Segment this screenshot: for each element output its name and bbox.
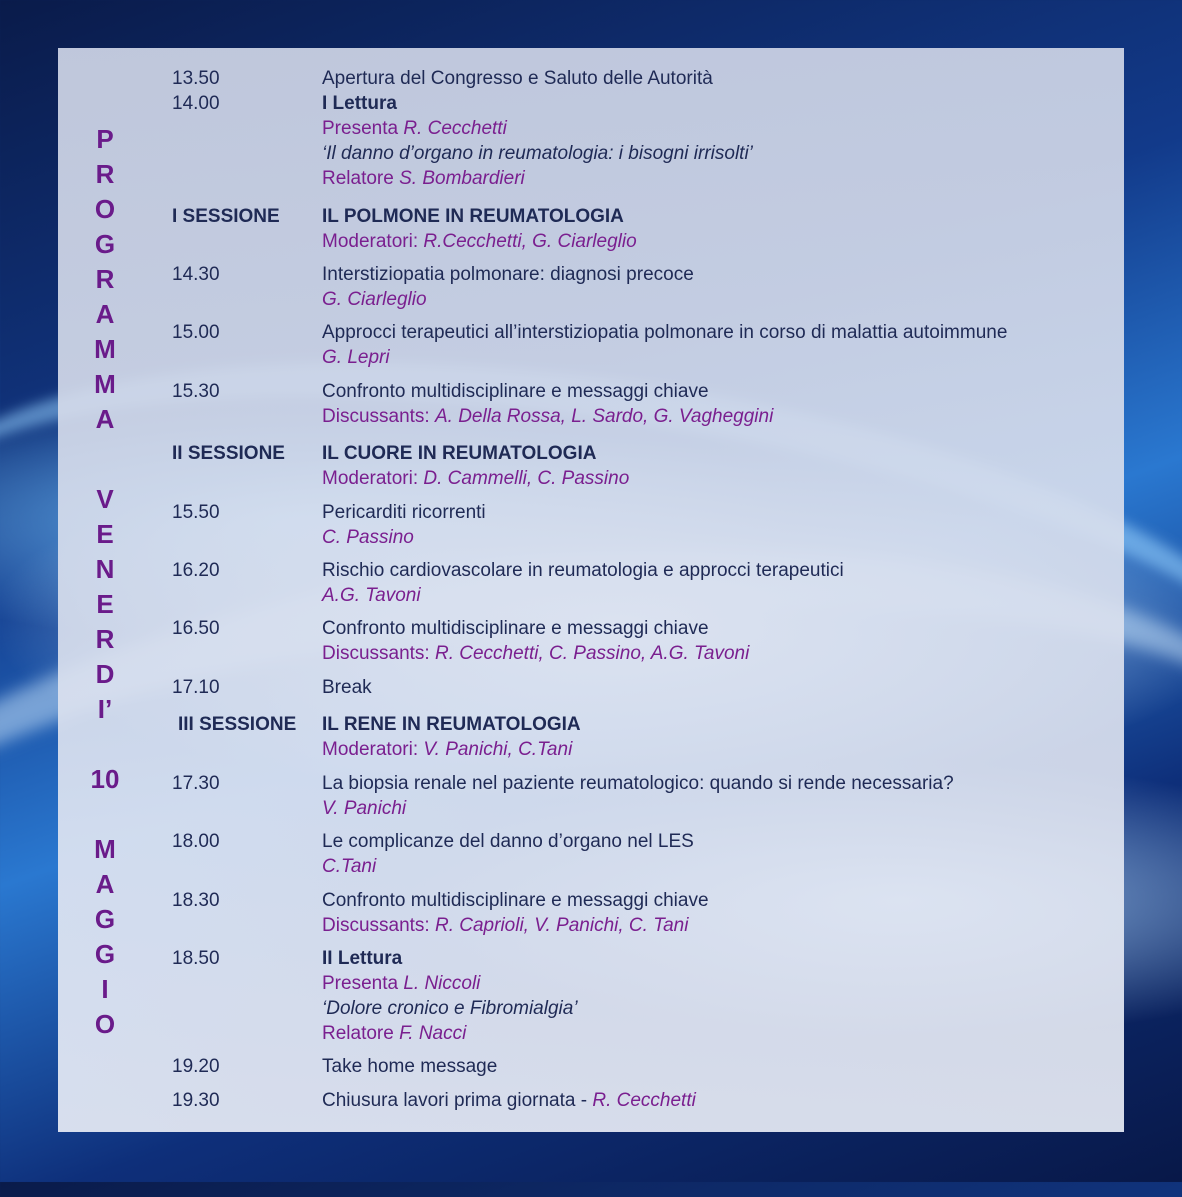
talk-title [322,771,1102,796]
vertical-day [58,762,152,797]
section-title [322,946,1102,971]
time-label: 14.30 [172,264,220,285]
session-content [322,1054,1102,1079]
speaker-name: R. Cecchetti, C. Passino, A.G. Tavoni [434,643,750,664]
venerdi-letter: E [96,589,114,619]
title-text: Approcci terapeutici all’interstiziopatia polmonare in corso di malattia autoimmune [322,322,1008,343]
speaker-name: C. Passino [322,527,414,548]
role-label: Presenta [322,118,404,139]
speaker-name: A.G. Tavoni [322,585,421,606]
speaker-line [322,583,1102,608]
title-text: La biopsia renale nel paziente reumatologico: quando si rende necessaria? [322,773,954,794]
programma-letter: R [95,264,115,294]
session-label: III SESSIONE [178,714,297,735]
maggio-letter: O [94,1009,116,1039]
venerdi-letter: V [96,484,114,514]
title-text: I Lettura [322,93,397,114]
speaker-line [322,525,1102,550]
speaker-line [322,116,1102,141]
maggio-letter: I [101,974,109,1004]
session-content [322,204,1102,254]
title-text: Confronto multidisciplinare e messaggi chiave [322,890,709,911]
session-content [322,441,1102,491]
vertical-programma [58,122,152,437]
speaker-line [322,1021,1102,1046]
section-title [322,441,1102,466]
venerdi-letter: D [95,659,115,689]
title-text: Confronto multidisciplinare e messaggi chiave [322,618,709,639]
speaker-line [322,971,1102,996]
speaker-name: G. Ciarleglio [322,289,427,310]
title-text: II Lettura [322,948,403,969]
talk-title [322,616,1102,641]
maggio-letter: G [94,939,116,969]
programma-letter: O [94,194,116,224]
maggio-letter: M [94,834,116,864]
speaker-name: G. Lepri [322,347,390,368]
session-content [322,66,1102,91]
speaker-line [322,229,1102,254]
maggio-letter: G [94,904,116,934]
section-title [322,712,1102,737]
venerdi-letter: R [95,624,115,654]
time-label: 18.30 [172,890,220,911]
session-content [322,712,1102,762]
talk-title [322,888,1102,913]
title-text: Pericarditi ricorrenti [322,502,486,523]
title-text: Le complicanze del danno d’organo nel LES [322,831,694,852]
speaker-line [322,641,1102,666]
session-content [322,829,1102,879]
title-text: IL CUORE IN REUMATOLOGIA [322,443,597,464]
section-title [322,204,1102,229]
venerdi-letter: E [96,519,114,549]
talk-title [322,1088,1102,1113]
title-text: Confronto multidisciplinare e messaggi chiave [322,381,709,402]
time-label: 18.00 [172,831,220,852]
role-label: Discussants: [322,915,435,936]
talk-title [322,558,1102,583]
title-text: IL RENE IN REUMATOLOGIA [322,714,581,735]
session-content [322,675,1102,700]
speaker-line [322,737,1102,762]
session-content [322,500,1102,550]
session-content [322,616,1102,666]
title-text: Rischio cardiovascolare in reumatologia e approcci terapeutici [322,560,844,581]
talk-title [322,996,1102,1021]
speaker-name: F. Nacci [399,1023,467,1044]
time-label: 15.00 [172,322,220,343]
role-label: Moderatori: [322,739,424,760]
speaker-name: R. Cecchetti [403,118,507,139]
role-label: Relatore [322,168,400,189]
role-label: Presenta [322,973,404,994]
speaker-name: A. Della Rossa, L. Sardo, G. Vagheggini [434,406,774,427]
talk-title [322,320,1102,345]
venerdi-letter: N [95,554,115,584]
programma-letter: A [95,404,115,434]
session-content [322,771,1102,821]
speaker-name: V. Panichi [322,798,407,819]
session-content [322,379,1102,429]
section-title [322,91,1102,116]
title-text: ‘Dolore cronico e Fibromialgia’ [322,998,578,1019]
title-text: Chiusura lavori prima giornata - [322,1090,593,1111]
speaker-line [322,166,1102,191]
speaker-line [322,404,1102,429]
role-label: Moderatori: [322,231,424,252]
vertical-venerdi [58,482,152,727]
time-label: 15.50 [172,502,220,523]
talk-title [322,262,1102,287]
role-label: Moderatori: [322,468,424,489]
title-text: Break [322,677,372,698]
speaker-line [322,345,1102,370]
vertical-maggio [58,832,152,1042]
speaker-name: L. Niccoli [403,973,481,994]
maggio-letter: A [95,869,115,899]
time-label: 14.00 [172,93,220,114]
session-content [322,91,1102,191]
session-content [322,888,1102,938]
session-label: I SESSIONE [172,206,280,227]
speaker-line [322,854,1102,879]
programma-letter: M [94,334,116,364]
time-label: 19.30 [172,1090,220,1111]
session-label: II SESSIONE [172,443,285,464]
title-text: Interstiziopatia polmonare: diagnosi precoce [322,264,694,285]
speaker-name: R. Caprioli, V. Panichi, C. Tani [434,915,689,936]
venerdi-letter: I’ [97,694,113,724]
talk-title [322,675,1102,700]
session-content [322,946,1102,1046]
speaker-name: S. Bombardieri [399,168,525,189]
speaker-name: R.Cecchetti, G. Ciarleglio [423,231,637,252]
speaker-name: R. Cecchetti [592,1090,696,1111]
session-content [322,1088,1102,1113]
programma-letter: R [95,159,115,189]
speaker-line [322,796,1102,821]
title-text: Apertura del Congresso e Saluto delle Autorità [322,68,713,89]
title-text: IL POLMONE IN REUMATOLOGIA [322,206,624,227]
speaker-line [322,913,1102,938]
talk-title [322,141,1102,166]
time-label: 17.10 [172,677,220,698]
programma-letter: M [94,369,116,399]
time-label: 13.50 [172,68,220,89]
time-label: 19.20 [172,1056,220,1077]
time-label: 18.50 [172,948,220,969]
time-label: 16.20 [172,560,220,581]
time-label: 16.50 [172,618,220,639]
time-label: 17.30 [172,773,220,794]
talk-title [322,66,1102,91]
role-label: Relatore [322,1023,400,1044]
role-label: Discussants: [322,406,435,427]
programma-letter: G [94,229,116,259]
session-content [322,558,1102,608]
talk-title [322,500,1102,525]
day-number: 10 [90,764,120,794]
speaker-line [322,287,1102,312]
role-label: Discussants: [322,643,435,664]
session-content [322,262,1102,312]
session-content [322,320,1102,370]
speaker-line [322,466,1102,491]
talk-title [322,379,1102,404]
title-text: Take home message [322,1056,498,1077]
title-text: ‘Il danno d’organo in reumatologia: i bisogni irrisolti’ [322,143,753,164]
programma-letter: A [95,299,115,329]
talk-title [322,829,1102,854]
speaker-name: C.Tani [322,856,377,877]
talk-title [322,1054,1102,1079]
speaker-name: V. Panichi, C.Tani [423,739,573,760]
time-label: 15.30 [172,381,220,402]
programma-letter: P [96,124,114,154]
speaker-name: D. Cammelli, C. Passino [423,468,630,489]
